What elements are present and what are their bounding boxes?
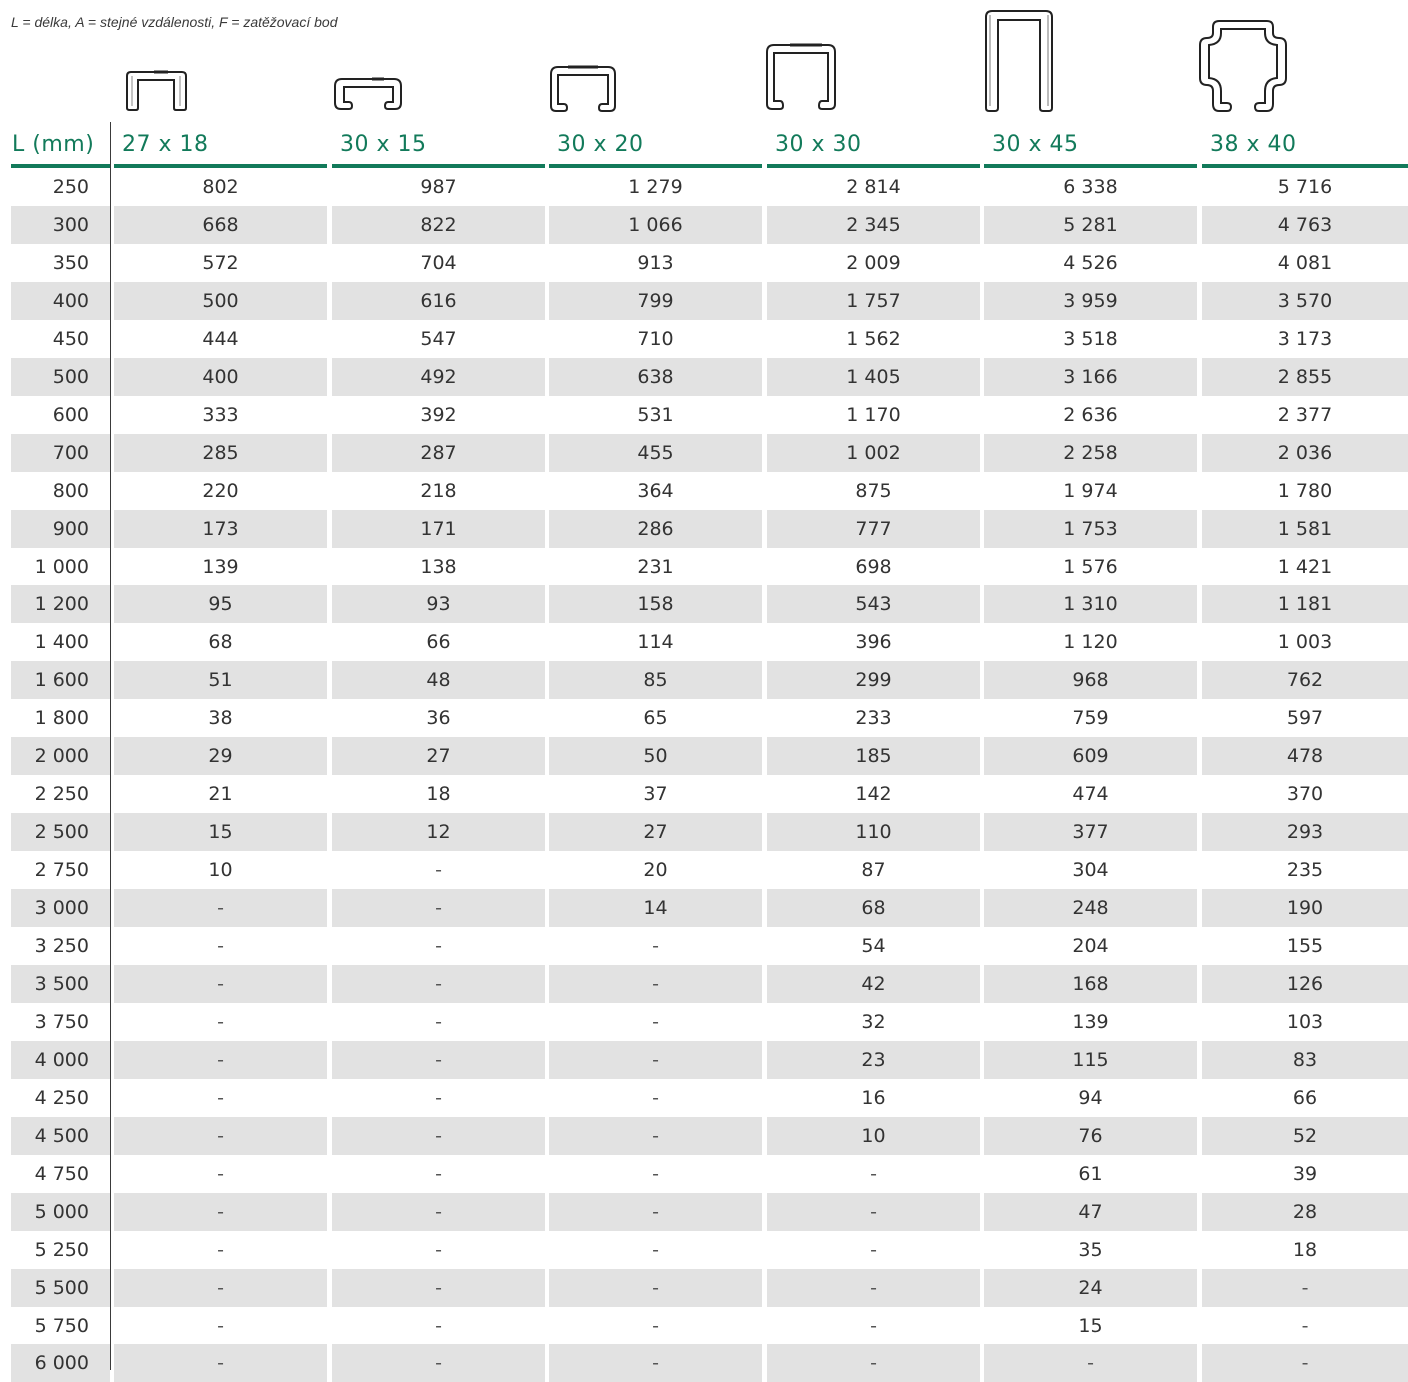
length-cell: 2 750 — [34, 859, 89, 882]
table-row — [0, 775, 1408, 813]
table-row — [0, 548, 1408, 586]
length-cell: 2 500 — [34, 821, 89, 844]
load-cell: - — [217, 1010, 224, 1033]
table-row — [0, 851, 1408, 889]
table-row — [0, 244, 1408, 282]
load-cell: 1 066 — [549, 206, 762, 244]
load-cell: - — [435, 1314, 442, 1337]
load-cell: 35 — [1078, 1238, 1103, 1261]
column-divider — [110, 122, 111, 1370]
load-cell: - — [217, 1314, 224, 1337]
load-cell: 52 — [1202, 1117, 1408, 1155]
load-cell: 231 — [637, 555, 674, 578]
load-cell: 27 — [332, 737, 545, 775]
load-cell: 10 — [208, 859, 233, 882]
load-cell: 400 — [114, 358, 327, 396]
load-cell: 1 562 — [846, 327, 901, 350]
load-cell: - — [870, 1314, 877, 1337]
load-cell: 822 — [332, 206, 545, 244]
load-cell: - — [217, 935, 224, 957]
load-cell: 547 — [420, 327, 457, 350]
load-cell: 1 120 — [1063, 631, 1118, 654]
load-cell: - — [652, 1314, 659, 1337]
table-row — [0, 1117, 1408, 1155]
load-cell: 20 — [643, 859, 668, 882]
load-cell: 50 — [549, 737, 762, 775]
load-cell: 4 763 — [1202, 206, 1408, 244]
load-cell: 42 — [767, 965, 980, 1003]
load-cell: 474 — [1072, 783, 1109, 806]
c-profile-30x20-icon — [548, 64, 618, 114]
legend-note: L = délka, A = stejné vzdálenosti, F = zatěžovací bod — [11, 14, 338, 30]
load-cell: 68 — [767, 889, 980, 927]
column-header-38x40: 38 x 40 — [1202, 128, 1408, 168]
load-cell: 875 — [855, 479, 892, 502]
load-cell: 759 — [1072, 707, 1109, 730]
load-cell: - — [332, 1193, 545, 1231]
load-cell: 29 — [114, 737, 327, 775]
load-cell: - — [549, 965, 762, 1003]
table-row — [0, 434, 1408, 472]
load-cell: - — [435, 1086, 442, 1109]
load-cell: 173 — [114, 510, 327, 548]
load-cell: 103 — [1286, 1010, 1324, 1033]
load-cell: - — [652, 1086, 659, 1109]
load-cell: 799 — [549, 282, 762, 320]
load-cell: 139 — [1072, 1010, 1109, 1033]
load-cell: 1 310 — [984, 585, 1197, 623]
table-row — [0, 623, 1408, 661]
table-row — [0, 282, 1408, 320]
load-cell: 710 — [637, 327, 674, 350]
table-row — [0, 1307, 1408, 1345]
table-row — [0, 585, 1408, 623]
load-cell: 609 — [984, 737, 1197, 775]
load-cell: 66 — [426, 631, 451, 654]
load-cell: 364 — [637, 479, 674, 502]
load-cell: 2 855 — [1202, 358, 1408, 396]
load-cell: 51 — [114, 661, 327, 699]
load-cell: - — [217, 1238, 224, 1261]
table-row — [0, 396, 1408, 434]
load-cell: 3 518 — [1063, 327, 1118, 350]
load-cell: 139 — [202, 555, 239, 578]
load-cell: 1 421 — [1277, 555, 1333, 578]
length-cell: 3 500 — [34, 972, 89, 995]
table-row — [0, 1231, 1408, 1269]
load-cell: 126 — [1202, 965, 1408, 1003]
length-cell: 450 — [52, 327, 89, 350]
load-cell: 285 — [114, 434, 327, 472]
load-cell: 698 — [855, 555, 892, 578]
load-cell: - — [114, 965, 327, 1003]
load-cell: 14 — [549, 889, 762, 927]
load-cell: 155 — [1286, 935, 1324, 957]
length-cell: 4 500 — [34, 1124, 89, 1147]
load-cell: 2 377 — [1277, 403, 1333, 426]
load-cell: 142 — [855, 783, 892, 806]
table-row — [0, 661, 1408, 699]
load-cell: 304 — [1072, 859, 1109, 882]
load-cell: 114 — [637, 631, 674, 654]
length-cell: 1 800 — [34, 707, 89, 730]
length-cell: 3 000 — [34, 897, 89, 920]
load-cell: 1 003 — [1277, 631, 1333, 654]
load-cell: 6 338 — [1063, 176, 1118, 198]
load-cell: 204 — [1072, 935, 1109, 957]
load-cell: 85 — [549, 661, 762, 699]
load-cell: 4 526 — [1063, 251, 1118, 274]
load-cell: 704 — [420, 251, 457, 274]
load-cell: 1 170 — [846, 403, 901, 426]
column-header-30x45: 30 x 45 — [984, 128, 1197, 168]
load-cell: - — [332, 1344, 545, 1382]
length-cell: 5 500 — [34, 1276, 89, 1299]
column-header-30x15: 30 x 15 — [332, 128, 545, 168]
load-cell: 18 — [426, 783, 451, 806]
load-cell: 478 — [1202, 737, 1408, 775]
load-cell: 83 — [1202, 1041, 1408, 1079]
load-cell: 23 — [767, 1041, 980, 1079]
load-cell: 913 — [637, 251, 674, 274]
length-cell: 500 — [52, 365, 89, 388]
load-cell: 3 570 — [1202, 282, 1408, 320]
load-cell: 94 — [1078, 1086, 1103, 1109]
table-row — [0, 813, 1408, 851]
load-cell: 492 — [332, 358, 545, 396]
load-cell: 54 — [861, 935, 886, 957]
load-cell: - — [1202, 1269, 1408, 1307]
table-row — [0, 889, 1408, 927]
load-cell: 572 — [202, 251, 239, 274]
length-cell: 400 — [52, 289, 89, 312]
length-cell: 5 250 — [34, 1238, 89, 1261]
c-profile-30x45-icon — [983, 8, 1055, 114]
table-row — [0, 699, 1408, 737]
load-cell: 248 — [984, 889, 1197, 927]
load-cell: 396 — [855, 631, 892, 654]
load-cell: - — [332, 965, 545, 1003]
load-cell: 218 — [420, 479, 457, 502]
load-cell: 392 — [420, 403, 457, 426]
length-cell: 4 750 — [34, 1162, 89, 1185]
load-cell: - — [435, 1010, 442, 1033]
load-cell: 15 — [114, 813, 327, 851]
table-row — [0, 320, 1408, 358]
load-cell: 2 258 — [984, 434, 1197, 472]
load-cell: 2 345 — [767, 206, 980, 244]
length-cell: 1 000 — [34, 555, 89, 578]
length-cell: 2 250 — [34, 783, 89, 806]
load-cell: - — [217, 1086, 224, 1109]
table-row — [0, 737, 1408, 775]
load-cell: 28 — [1202, 1193, 1408, 1231]
load-cell: 15 — [1078, 1314, 1103, 1337]
length-cell: 4 000 — [34, 1048, 89, 1071]
load-cell: 110 — [767, 813, 980, 851]
length-cell: 600 — [52, 403, 89, 426]
load-cell: 987 — [420, 176, 457, 198]
load-cell: 333 — [202, 403, 239, 426]
length-cell: 6 000 — [34, 1352, 89, 1375]
table-row — [0, 1155, 1408, 1193]
c-profile-30x15-icon — [332, 76, 404, 112]
load-cell: 95 — [114, 585, 327, 623]
load-cell: 370 — [1286, 783, 1324, 806]
load-cell: - — [114, 1269, 327, 1307]
length-cell: 1 200 — [34, 593, 89, 616]
load-cell: 233 — [855, 707, 892, 730]
load-cell: 4 081 — [1277, 251, 1333, 274]
load-cell: 16 — [861, 1086, 886, 1109]
load-cell: 1 279 — [628, 176, 683, 198]
load-cell: 668 — [114, 206, 327, 244]
length-cell: 5 000 — [34, 1200, 89, 1223]
load-cell: 286 — [549, 510, 762, 548]
load-cell: 36 — [426, 707, 451, 730]
load-cell: - — [767, 1269, 980, 1307]
load-cell: - — [652, 1238, 659, 1261]
load-cell: 158 — [549, 585, 762, 623]
load-cell: - — [870, 1238, 877, 1261]
load-cell: - — [114, 1193, 327, 1231]
load-cell: 2 009 — [846, 251, 901, 274]
load-cell: - — [332, 1269, 545, 1307]
load-cell: 12 — [332, 813, 545, 851]
table-row — [0, 1344, 1408, 1382]
load-cell: 777 — [767, 510, 980, 548]
load-cell: 287 — [332, 434, 545, 472]
length-cell: 2 000 — [34, 745, 89, 768]
load-cell: 185 — [767, 737, 980, 775]
load-cell: 1 576 — [1063, 555, 1118, 578]
load-cell: 2 036 — [1202, 434, 1408, 472]
length-cell: 300 — [52, 213, 89, 236]
load-cell: - — [114, 1344, 327, 1382]
load-cell: 61 — [1078, 1162, 1103, 1185]
load-cell: 2 814 — [846, 176, 901, 198]
load-cell: - — [114, 1041, 327, 1079]
load-cell: - — [549, 1193, 762, 1231]
length-cell: 900 — [52, 517, 89, 540]
load-cell: 38 — [208, 707, 233, 730]
load-cell: - — [435, 1238, 442, 1261]
load-cell: 39 — [1292, 1162, 1318, 1185]
load-cell: - — [332, 889, 545, 927]
load-cell: 47 — [984, 1193, 1197, 1231]
load-cell: - — [549, 1041, 762, 1079]
c-profile-27x18-icon — [124, 68, 188, 114]
length-cell: 4 250 — [34, 1086, 89, 1109]
load-cell: 1 405 — [767, 358, 980, 396]
table-row — [0, 965, 1408, 1003]
load-cell: 115 — [984, 1041, 1197, 1079]
column-header-27x18: 27 x 18 — [114, 128, 327, 168]
column-header-30x20: 30 x 20 — [549, 128, 762, 168]
load-cell: 455 — [549, 434, 762, 472]
table-row — [0, 510, 1408, 548]
load-cell: - — [652, 1010, 659, 1033]
load-cell: 299 — [767, 661, 980, 699]
load-cell: - — [652, 1162, 659, 1185]
load-cell: 1 581 — [1202, 510, 1408, 548]
load-cell: 1 753 — [984, 510, 1197, 548]
load-cell: 168 — [984, 965, 1197, 1003]
load-cell: 5 281 — [984, 206, 1197, 244]
table-row — [0, 1193, 1408, 1231]
load-cell: 21 — [208, 783, 233, 806]
length-cell: 3 250 — [34, 935, 89, 957]
load-cell: 638 — [549, 358, 762, 396]
length-cell: 350 — [52, 251, 89, 274]
table-row — [0, 1079, 1408, 1117]
length-cell: 1 600 — [34, 669, 89, 692]
load-cell: - — [217, 1162, 224, 1185]
load-cell: - — [549, 1269, 762, 1307]
load-cell: - — [767, 1344, 980, 1382]
load-cell: - — [1301, 1314, 1309, 1337]
load-cell: 32 — [861, 1010, 886, 1033]
load-cell: 171 — [332, 510, 545, 548]
length-cell: 800 — [52, 479, 89, 502]
load-cell: - — [435, 859, 442, 882]
load-cell: 3 173 — [1277, 327, 1333, 350]
load-cell: 24 — [984, 1269, 1197, 1307]
table-row — [0, 472, 1408, 510]
load-cell: - — [652, 935, 659, 957]
load-cell: 616 — [332, 282, 545, 320]
load-cell: 76 — [984, 1117, 1197, 1155]
load-cell: 68 — [208, 631, 233, 654]
table-row — [0, 1041, 1408, 1079]
length-cell: 700 — [52, 441, 89, 464]
load-cell: 2 636 — [1063, 403, 1118, 426]
load-cell: 1 780 — [1277, 479, 1333, 502]
column-header-length: L (mm) — [11, 128, 110, 168]
load-cell: 1 757 — [767, 282, 980, 320]
load-cell: 597 — [1286, 707, 1324, 730]
c-profile-38x40-icon — [1197, 18, 1289, 114]
load-cell: - — [114, 889, 327, 927]
load-cell: 10 — [767, 1117, 980, 1155]
load-cell: - — [767, 1193, 980, 1231]
load-cell: 93 — [332, 585, 545, 623]
load-cell: 18 — [1292, 1238, 1318, 1261]
load-cell: - — [549, 1344, 762, 1382]
table-row — [0, 1269, 1408, 1307]
load-cell: 444 — [202, 327, 239, 350]
load-cell: 66 — [1292, 1086, 1318, 1109]
load-cell: 190 — [1202, 889, 1408, 927]
load-cell: 37 — [643, 783, 668, 806]
load-cell: 1 974 — [1063, 479, 1118, 502]
load-cell: 293 — [1202, 813, 1408, 851]
length-cell: 3 750 — [34, 1010, 89, 1033]
load-cell: 87 — [861, 859, 886, 882]
load-cell: - — [870, 1162, 877, 1185]
table-row — [0, 358, 1408, 396]
load-cell: - — [332, 1117, 545, 1155]
load-cell: - — [549, 1117, 762, 1155]
load-cell: 802 — [202, 176, 239, 198]
load-cell: 27 — [549, 813, 762, 851]
load-cell: 138 — [420, 555, 457, 578]
load-cell: 543 — [767, 585, 980, 623]
load-cell: 220 — [202, 479, 239, 502]
load-cell: 3 166 — [984, 358, 1197, 396]
load-cell: 500 — [114, 282, 327, 320]
load-cell: 531 — [637, 403, 674, 426]
load-cell: 5 716 — [1277, 176, 1333, 198]
load-cell: - — [1202, 1344, 1408, 1382]
load-cell: 48 — [332, 661, 545, 699]
table-row — [0, 1003, 1408, 1041]
load-cell: - — [332, 1041, 545, 1079]
load-cell: - — [435, 1162, 442, 1185]
load-cell: 762 — [1202, 661, 1408, 699]
load-cell: 3 959 — [984, 282, 1197, 320]
load-cell: 235 — [1286, 859, 1324, 882]
column-header-30x30: 30 x 30 — [767, 128, 980, 168]
load-cell: - — [984, 1344, 1197, 1382]
load-cell: 968 — [984, 661, 1197, 699]
length-cell: 5 750 — [34, 1314, 89, 1337]
load-cell: - — [114, 1117, 327, 1155]
load-cell: 377 — [984, 813, 1197, 851]
table-row — [0, 927, 1408, 965]
c-profile-30x30-icon — [764, 42, 838, 112]
length-cell: 1 400 — [34, 631, 89, 654]
table-row — [0, 206, 1408, 244]
length-cell: 250 — [52, 176, 89, 198]
load-cell: - — [435, 935, 442, 957]
load-cell: 1 181 — [1202, 585, 1408, 623]
table-row — [0, 168, 1408, 206]
load-cell: 65 — [643, 707, 668, 730]
load-cell: 1 002 — [767, 434, 980, 472]
